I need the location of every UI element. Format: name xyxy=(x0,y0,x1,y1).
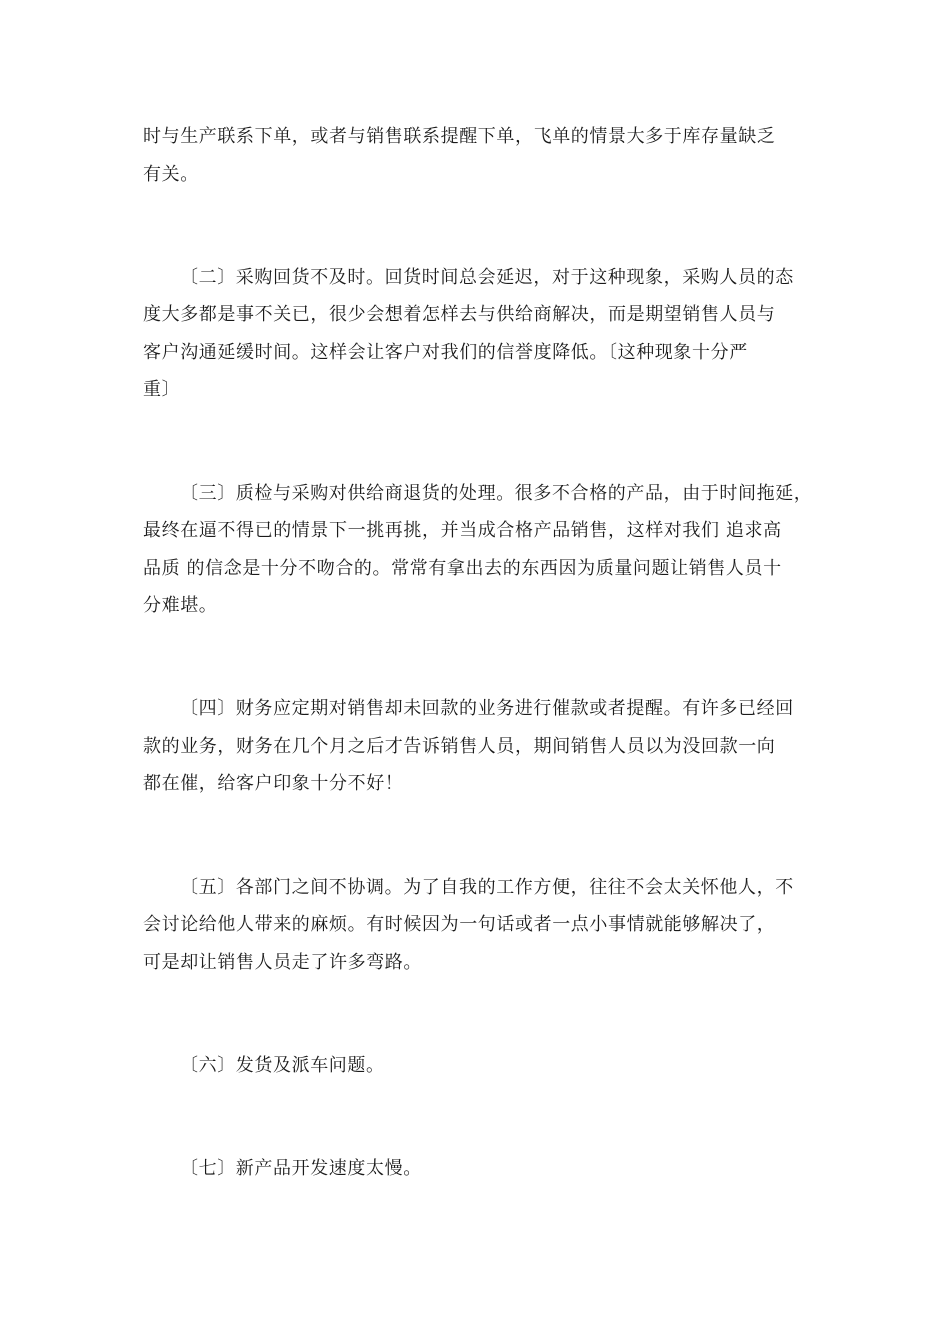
paragraph-line: 〔二〕采购回货不及时。回货时间总会延迟，对于这种现象，采购人员的态 xyxy=(180,267,794,288)
paragraph-line: 〔七〕新产品开发速度太慢。 xyxy=(180,1158,422,1179)
paragraph-line: 重〕 xyxy=(143,379,181,400)
paragraph-line: 〔四〕财务应定期对销售却未回款的业务进行催款或者提醒。有许多已经回 xyxy=(180,698,794,719)
paragraph-line: 会讨论给他人带来的麻烦。有时候因为一句话或者一点小事情就能够解决了， xyxy=(143,914,776,935)
paragraph-line: 时与生产联系下单，或者与销售联系提醒下单，飞单的情景大多于库存量缺乏 xyxy=(143,126,776,147)
paragraph-line: 最终在逼不得已的情景下一挑再挑，并当成合格产品销售，这样对我们 追求高 xyxy=(143,520,782,541)
paragraph-line: 〔五〕各部门之间不协调。为了自我的工作方便，往往不会太关怀他人，不 xyxy=(180,877,794,898)
paragraph-line: 款的业务，财务在几个月之后才告诉销售人员，期间销售人员以为没回款一向 xyxy=(143,736,776,757)
paragraph-line: 〔三〕质检与采购对供给商退货的处理。很多不合格的产品，由于时间拖延， xyxy=(180,483,813,504)
paragraph-line: 品质 的信念是十分不吻合的。常常有拿出去的东西因为质量问题让销售人员十 xyxy=(143,558,782,579)
paragraph-line: 可是却让销售人员走了许多弯路。 xyxy=(143,952,422,973)
paragraph-line: 客户沟通延缓时间。这样会让客户对我们的信誉度降低。〔这种现象十分严 xyxy=(143,342,748,363)
paragraph-line: 有关。 xyxy=(143,164,199,185)
paragraph-line: 〔六〕发货及派车问题。 xyxy=(180,1055,385,1076)
paragraph-line: 都在催，给客户印象十分不好！ xyxy=(143,773,404,794)
paragraph-line: 分难堪。 xyxy=(143,595,218,616)
paragraph-line: 度大多都是事不关已，很少会想着怎样去与供给商解决，而是期望销售人员与 xyxy=(143,304,776,325)
